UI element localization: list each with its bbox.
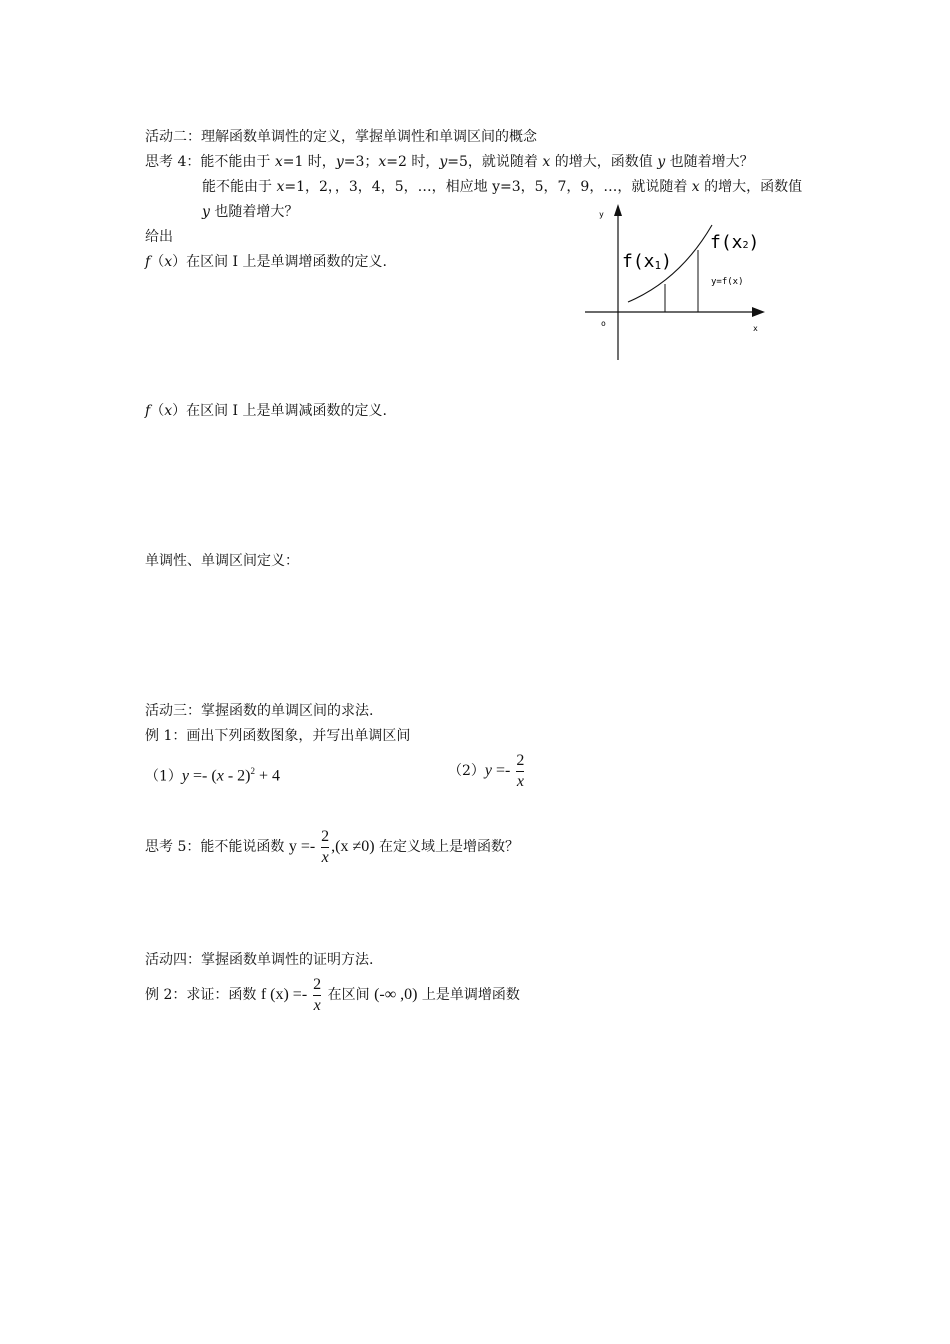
- increasing-definition-prompt: [145, 252, 387, 272]
- numerator: 2: [313, 975, 322, 993]
- var-x: x: [378, 154, 387, 170]
- fx1-label: [622, 251, 672, 272]
- text: =3；: [343, 154, 379, 170]
- text: ) =-: [283, 986, 312, 1003]
- text: - 2): [223, 767, 251, 785]
- var-y: y: [202, 204, 210, 220]
- text: =1 时，: [282, 154, 336, 170]
- y-axis-label: y: [599, 210, 604, 219]
- fx2-label: [710, 232, 759, 253]
- activity-4-title: 活动四：掌握函数单调性的证明方法.: [145, 952, 374, 968]
- var-y: y: [657, 154, 666, 170]
- activity-3-title: 活动三：掌握函数的单调区间的求法.: [145, 703, 374, 719]
- fx2-text: f(x: [710, 232, 743, 253]
- text: 例 2：求证：函数: [145, 987, 261, 1003]
- text: 能不能由于: [200, 154, 275, 170]
- text: 思考 5：能不能说函数: [145, 839, 289, 855]
- var-y: y: [439, 154, 448, 170]
- x-axis-arrow-icon: [752, 307, 765, 317]
- increasing-function-graph: [580, 200, 770, 365]
- var-x: x: [542, 154, 551, 170]
- var-f: f: [260, 986, 267, 1003]
- text: 也随着增大？: [209, 204, 299, 220]
- fx2-end: ): [748, 232, 760, 253]
- think-4-line-1: [145, 152, 754, 172]
- var-x: x: [216, 767, 224, 785]
- text: =-: [492, 762, 515, 779]
- text: （: [150, 403, 165, 419]
- text: 在定义域上是增函数？: [374, 839, 520, 855]
- give-label: 给出: [145, 229, 173, 245]
- denominator: x: [321, 848, 329, 866]
- fx1-end: ): [661, 251, 672, 272]
- var-f: f: [145, 254, 151, 270]
- y-axis-arrow-icon: [614, 204, 622, 216]
- example-1: 例 1：画出下列函数图象，并写出单调区间: [145, 728, 411, 744]
- text: ）在区间 I 上是单调增函数的定义.: [172, 254, 387, 270]
- var-y: y: [181, 767, 190, 785]
- var-x: x: [340, 838, 349, 855]
- fx1-text: f(x: [622, 251, 655, 272]
- var-y: y: [484, 762, 493, 779]
- numerator: 2: [321, 827, 330, 845]
- fx2-sub: 2: [742, 240, 749, 251]
- text: 在区间: [323, 987, 375, 1003]
- text: + 4: [254, 767, 281, 785]
- var-x: x: [274, 154, 283, 170]
- var-x: x: [164, 403, 173, 419]
- var-y: y: [335, 154, 344, 170]
- think-4-line-2: [202, 177, 802, 197]
- activity-2-title: 活动二：理解函数单调性的定义，掌握单调性和单调区间的概念: [145, 129, 537, 145]
- denominator: x: [313, 996, 321, 1014]
- text: =- (: [189, 767, 217, 785]
- fx1-sub: 1: [654, 259, 662, 272]
- fraction-bar: [321, 847, 329, 848]
- think-4-label: 思考 4：: [145, 154, 201, 170]
- var-x: x: [276, 179, 285, 195]
- text: 也随着增大？: [665, 154, 754, 170]
- text: ≠0): [348, 838, 375, 855]
- text: 能不能由于: [202, 179, 277, 195]
- monotonicity-definition-prompt: 单调性、单调区间定义：: [145, 553, 299, 569]
- text: =1，2，，3，4，5，…，相应地 y=3，5，7，9，…，就说随着: [284, 179, 692, 195]
- var-y: y: [288, 838, 297, 855]
- x-axis-label: x: [753, 324, 758, 333]
- text: ）在区间 I 上是单调减函数的定义.: [172, 403, 387, 419]
- interval: (-∞ ,0): [374, 986, 418, 1003]
- problem-2: [448, 750, 526, 792]
- text: =2 时，: [386, 154, 440, 170]
- text: (: [266, 986, 276, 1003]
- exponent: 2: [250, 766, 255, 776]
- var-x: x: [691, 179, 700, 195]
- var-f: f: [145, 403, 151, 419]
- var-x: x: [164, 254, 173, 270]
- decreasing-definition-prompt: [145, 401, 387, 421]
- text: 的增大，函数值: [550, 154, 658, 170]
- example-2: [145, 974, 520, 1016]
- think-4-line-3: [202, 202, 298, 222]
- fraction-bar: [313, 995, 321, 996]
- fraction: [516, 752, 524, 791]
- text: =5，就说随着: [447, 154, 543, 170]
- fraction-bar: [516, 771, 524, 772]
- origin-label: o: [601, 319, 606, 328]
- curve-label: y=f(x): [711, 277, 744, 287]
- text: 上是单调增函数: [417, 987, 520, 1003]
- denominator: x: [516, 772, 524, 790]
- numerator: 2: [516, 751, 525, 769]
- think-5: [145, 826, 519, 868]
- text: ,(: [331, 838, 341, 855]
- fraction: [321, 828, 329, 867]
- problem-1-label: （1）: [145, 768, 182, 785]
- text: =-: [296, 838, 320, 855]
- text: 的增大，函数值: [699, 179, 803, 195]
- problem-2-label: （2）: [448, 763, 485, 779]
- var-x: x: [275, 986, 284, 1003]
- problem-1: [145, 761, 280, 786]
- fraction: [313, 976, 321, 1015]
- text: （: [150, 254, 165, 270]
